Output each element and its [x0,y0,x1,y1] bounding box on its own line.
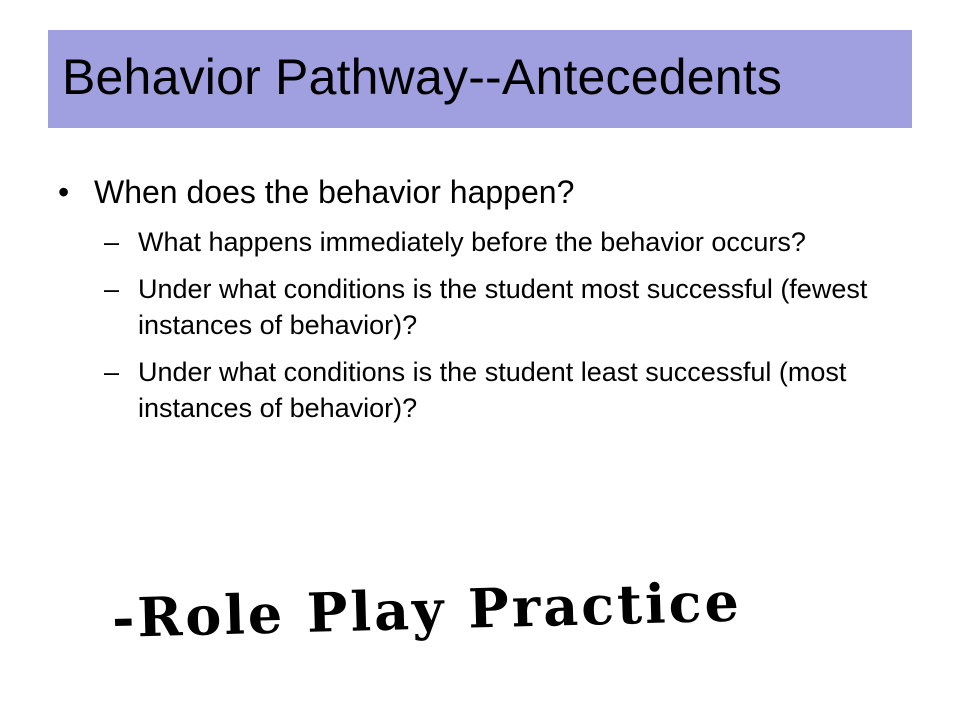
sub-bullet-item [58,354,918,426]
sub-bullet-item [58,271,918,343]
bullet-text: When does the behavior happen? [94,174,575,210]
bullet-item [58,172,918,212]
bullet-marker: • [58,174,70,210]
sub-bullet-text: What happens immediately before the behavior occurs? [138,227,806,257]
dash-marker: – [104,227,120,257]
title-bar [48,30,912,128]
slide-body [58,172,918,437]
sub-bullet-text: Under what conditions is the student least successful (most instances of behavior)? [138,357,847,423]
sub-bullet-item [58,224,918,260]
sub-bullet-text: Under what conditions is the student most successful (fewest instances of behavior)? [138,274,868,340]
sub-bullet-list [58,224,918,426]
dash-marker: – [104,357,120,387]
role-play-heading: -Role Play Practice [111,569,743,650]
slide-title: Behavior Pathway--Antecedents [62,49,783,105]
dash-marker: – [104,274,120,304]
